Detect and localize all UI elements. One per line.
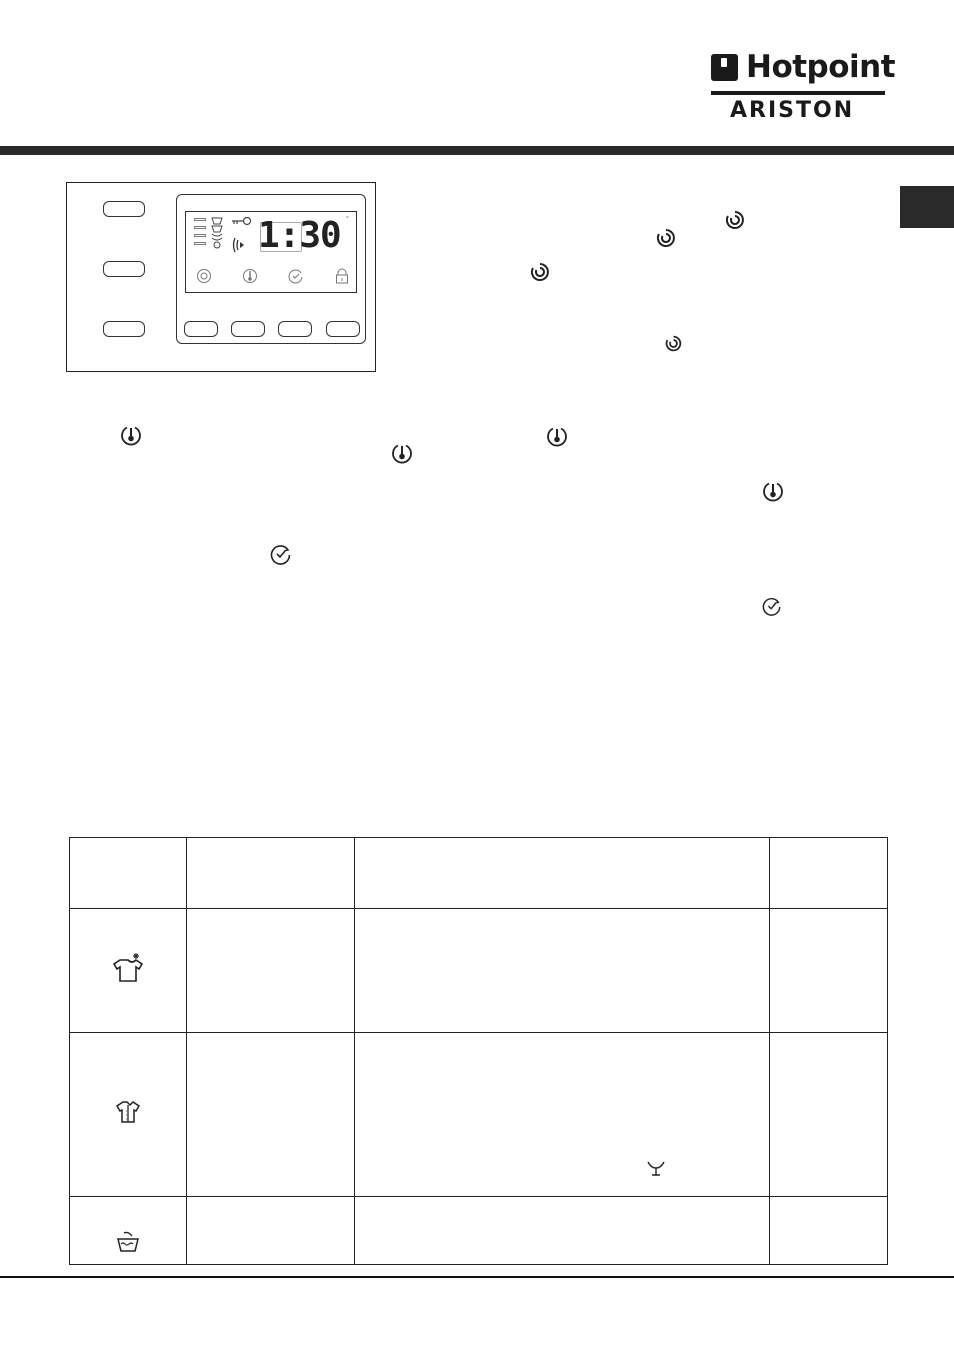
footer-rule [0,1276,954,1278]
table-cell [770,909,888,1033]
programme-table [69,837,888,1265]
phase-symbols-icon [210,214,224,250]
header-bar [0,146,954,155]
table-cell [355,838,770,909]
table-cell [70,909,187,1033]
wool-icon [646,1159,666,1177]
table-cell [70,1033,187,1197]
temperature-icon [546,425,568,447]
table-cell [770,1197,888,1265]
delay-timer-icon [288,268,304,284]
cotton-shirt-icon [110,950,146,986]
panel-button-3 [103,321,145,337]
temperature-icon [391,442,413,464]
delay-timer-button [278,321,312,337]
brand-mark-icon [711,54,738,81]
spin-icon [664,334,683,353]
lcd-display [185,211,357,293]
table-cell [355,1033,770,1197]
lock-button [326,321,360,337]
hand-wash-tub-icon [115,1231,141,1253]
key-icon [230,216,252,226]
door-lock-icon [334,268,350,284]
spin-icon [655,227,677,249]
language-tab [900,186,954,228]
spin-icon [724,209,746,231]
spin-button [184,321,218,337]
table-cell [770,838,888,909]
table-cell [70,1197,187,1265]
table-cell [187,909,355,1033]
temperature-icon [762,480,784,502]
table-cell [187,1033,355,1197]
spin-icon [529,261,551,283]
table-row [70,909,888,1033]
table-row [70,1033,888,1197]
temperature-icon [242,268,258,284]
steam-signal-icon [232,236,246,254]
control-panel-illustration [66,182,376,372]
table-cell [355,1197,770,1265]
temperature-button [231,321,265,337]
brand-subname: ARISTON [730,98,855,123]
lcd-time-readout: 1:30 [258,215,341,256]
delay-timer-icon [270,543,292,565]
temperature-icon [120,424,142,446]
table-row [70,1197,888,1265]
brand-name: Hotpoint [746,48,896,85]
table-cell [70,838,187,909]
table-cell [355,909,770,1033]
panel-button-2 [103,261,145,277]
display-frame [176,194,366,344]
delay-timer-icon [762,596,782,616]
panel-button-1 [103,201,145,217]
table-cell [187,838,355,909]
brand-divider [711,91,885,95]
lcd-degree-mark: ° [346,216,349,223]
table-cell [187,1197,355,1265]
table-header-row [70,838,888,909]
spin-icon [196,268,212,284]
brand-logo [711,48,896,124]
table-cell [770,1033,888,1197]
synthetic-shirt-icon [114,1098,142,1126]
